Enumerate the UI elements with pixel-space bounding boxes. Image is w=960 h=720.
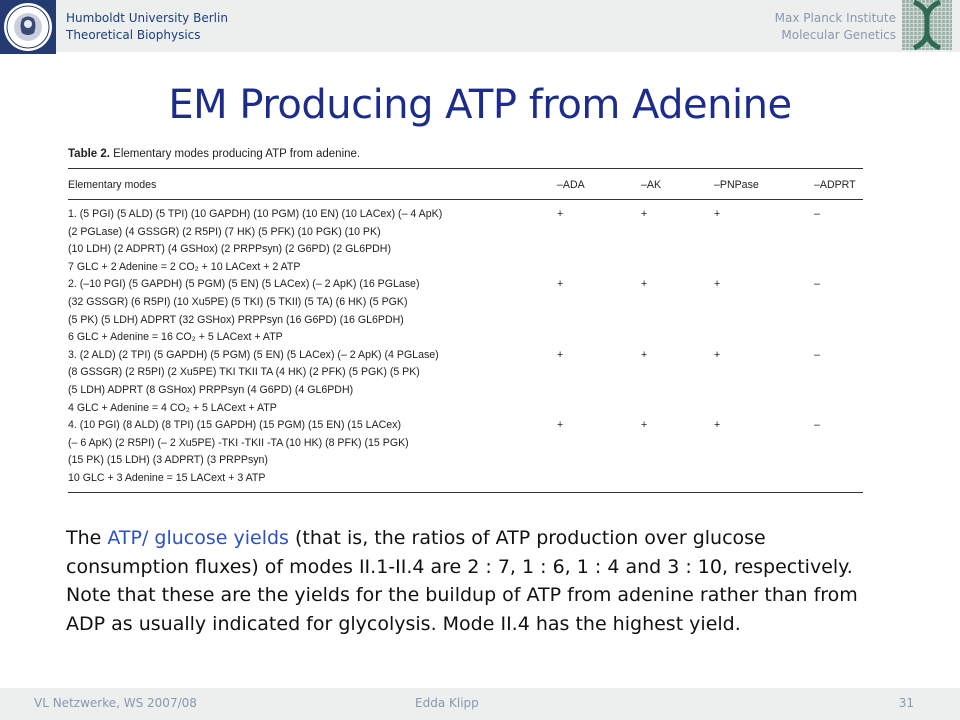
- table-caption-label: Table 2.: [68, 148, 110, 160]
- table-top-rule: [68, 168, 863, 169]
- mark-ak: +: [641, 348, 648, 361]
- elementary-modes-table: [68, 148, 863, 493]
- institute-name: Max Planck Institute: [774, 11, 896, 25]
- mode-line: (5 LDH) ADPRT (8 GSHox) PRPPsyn (4 G6PD) (4 GL6PDH): [68, 383, 354, 396]
- mode-line: 1. (5 PGI) (5 ALD) (5 TPI) (10 GAPDH) (10 PGM) (10 EN) (10 LACex) (– 4 ApK): [68, 208, 443, 220]
- humboldt-university-seal-icon: [0, 0, 56, 54]
- header-ada: –ADA: [557, 179, 585, 191]
- mode-line: 6 GLC + Adenine = 16 CO₂ + 5 LACext + ATP: [68, 331, 283, 344]
- paragraph-highlight: ATP/ glucose yields: [107, 527, 289, 549]
- mode-line: (10 LDH) (2 ADPRT) (4 GSHox) (2 PRPPsyn) (2 G6PD) (2 GL6PDH): [68, 243, 391, 256]
- mark-adprt: –: [814, 278, 820, 291]
- footer-author: Edda Klipp: [415, 696, 479, 710]
- header-adprt: –ADPRT: [814, 179, 856, 191]
- slide-footer: [0, 688, 960, 720]
- slide-header: [0, 0, 960, 52]
- mark-adprt: –: [814, 348, 820, 361]
- mark-ada: +: [557, 278, 564, 291]
- mark-ak: +: [641, 419, 648, 432]
- table-row-mode-4: [68, 417, 863, 487]
- header-elementary-modes: Elementary modes: [68, 179, 157, 191]
- slide-title: EM Producing ATP from Adenine: [168, 82, 792, 128]
- mark-pnpase: +: [714, 278, 721, 291]
- mark-ada: +: [557, 348, 564, 361]
- mark-ak: +: [641, 208, 648, 220]
- mark-ada: +: [557, 419, 564, 432]
- header-pnpase: –PNPase: [714, 179, 759, 191]
- mode-line: (– 6 ApK) (2 R5PI) (– 2 Xu5PE) -TKI -TKII -TA (10 HK) (8 PFK) (15 PGK): [68, 436, 409, 449]
- university-name: Humboldt University Berlin: [66, 11, 228, 25]
- mark-ak: +: [641, 278, 648, 291]
- mode-line: 10 GLC + 3 Adenine = 15 LACext + 3 ATP: [68, 471, 266, 484]
- table-body: [68, 200, 863, 488]
- max-planck-dna-icon: [902, 0, 952, 50]
- university-affiliation: [66, 10, 228, 44]
- mark-ada: +: [557, 208, 564, 220]
- mode-line: 3. (2 ALD) (2 TPI) (5 GAPDH) (5 PGM) (5 EN) (5 LACex) (– 2 ApK) (4 PGLase): [68, 348, 439, 361]
- institute-department: Molecular Genetics: [781, 28, 896, 42]
- paragraph-intro: The: [66, 527, 108, 549]
- mode-line: (15 PK) (15 LDH) (3 ADPRT) (3 PRPPsyn): [68, 454, 268, 467]
- footer-course: VL Netzwerke, WS 2007/08: [34, 696, 197, 710]
- table-bottom-rule: [68, 492, 863, 493]
- table-caption: [68, 148, 863, 160]
- mark-adprt: –: [814, 208, 820, 220]
- mode-line: (2 PGLase) (4 GSSGR) (2 R5PI) (7 HK) (5 PFK) (10 PGK) (10 PK): [68, 225, 381, 238]
- mode-line: 2. (–10 PGI) (5 GAPDH) (5 PGM) (5 EN) (5 LACex) (– 2 ApK) (16 PGLase): [68, 278, 420, 291]
- paragraph-rest: (that is, the ratios of ATP production over glucose consumption fluxes) of modes II.1-II.4 are 2 : 7, 1 : 6, 1 : 4 and 3 : 10, respectively. Note that these are the yields for the buildup of ATP from adenine rather than from ADP as usually indicated for glycolysis. Mode II.4 has the highest yield.: [66, 527, 858, 635]
- table-row-mode-2: [68, 276, 863, 346]
- header-ak: –AK: [641, 179, 662, 191]
- mark-pnpase: +: [714, 419, 721, 432]
- table-row-mode-1: [68, 206, 863, 276]
- mode-line: 4 GLC + Adenine = 4 CO₂ + 5 LACext + ATP: [68, 401, 277, 414]
- mark-pnpase: +: [714, 348, 721, 361]
- mark-adprt: –: [814, 419, 820, 432]
- mark-pnpase: +: [714, 208, 721, 220]
- table-caption-text: Elementary modes producing ATP from adenine.: [109, 148, 361, 160]
- institute-affiliation: [775, 10, 896, 44]
- mode-line: (32 GSSGR) (6 R5PI) (10 Xu5PE) (5 TKI) (5 TKII) (5 TA) (6 HK) (5 PGK): [68, 295, 408, 308]
- body-paragraph: [66, 524, 886, 638]
- mode-line: (5 PK) (5 LDH) ADPRT (32 GSHox) PRPPsyn (16 G6PD) (16 GL6PDH): [68, 313, 404, 326]
- table-header-row: [68, 177, 863, 199]
- footer-page-number: 31: [898, 696, 914, 710]
- mode-line: (8 GSSGR) (2 R5PI) (2 Xu5PE) TKI TKII TA (4 HK) (2 PFK) (5 PGK) (5 PK): [68, 366, 420, 379]
- table-row-mode-3: [68, 347, 863, 417]
- mode-line: 4. (10 PGI) (8 ALD) (8 TPI) (15 GAPDH) (15 PGM) (15 EN) (15 LACex): [68, 419, 402, 432]
- mode-line: 7 GLC + 2 Adenine = 2 CO₂ + 10 LACext + 2 ATP: [68, 260, 301, 273]
- department-name: Theoretical Biophysics: [66, 28, 201, 42]
